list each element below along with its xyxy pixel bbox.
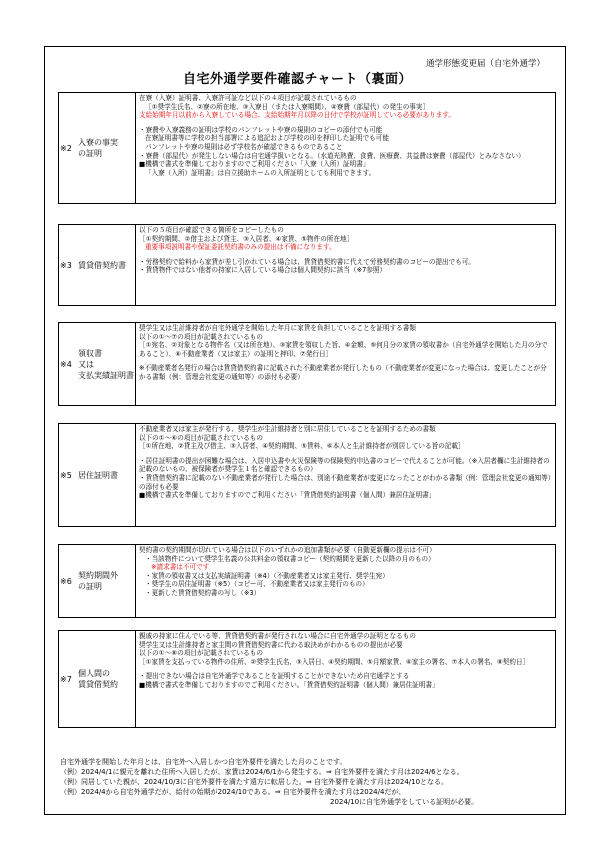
footer-line: （例）2024/4から自宅外通学だが、給付の始期が2024/10である。⇒ 自宅外要件を満たす月は2024/4だが、 [60,788,406,796]
footer-line: （例）2024/4/1に親元を離れた住所へ入居したが、家賃は2024/6/1から発生する。⇒ 自宅外要件を満たす月は2024/6となる。 [60,768,464,776]
section-label [59,225,136,305]
section-number: ※2 [60,143,72,153]
section-name: 居住証明書 [78,470,118,480]
section-body: 奨学生又は生計維持者が自宅外通学を開始した年月に家賃を負担していることを証明する書類 以下の①～⑦の項目が記載されているもの ［①宛名、②対象となる物件名（又は所在地）、③家賃を領収した旨、④金額、⑤何月分の家賃の領収書か（自宅外通学を開始した月の分であること）、⑥不動産業者（又は家主）の証明と押印、⑦発行日］ ※不動産業者名発行の場合は賃貸借契約書に記載された不動産業者が発行したもの（不動産業者が変更になった場合は、変更したことが分かる書類（例：管理会社変更の通知等）の添付も必要） [139,324,548,381]
section-dormitory [58,92,556,204]
section-label [59,424,136,526]
section-body: 在寮（入寮）証明書、入寮許可証など以下の４項目が記載されているもの ［①奨学生氏名、②寮の所在地、③入寮日（または入寮期間）、④寮費（部屋代）の発生の事実］ 支給始期年月以前から入寮している場合、支給始期年月以降の日付で学校が証明している必要があります。 ・寮費や入寮義務の証明は学校のパンフレットや寮の規則のコピーの添付でも可能 在寮証明書等に学校の担当部署による追記および学校の印を押印した証明でも可能 パンフレットや寮の規則は必ず学校名が確認できるものであること ・寮費（部屋代）が発生しない場合は自宅通学扱いとなる。（水道光熱費、食費、医療費、共益費は寮費（部屋代）とみなさない） ■機構で書式を準備しておりますのでご利用ください「入寮（入所）証明書」 「入寮（入所）証明書」は自立援助ホームの入所証明としても利用できます。 [139,94,525,177]
section-number: ※3 [60,260,72,270]
document-type: 通学形態変更届（自宅外通学） [425,59,545,69]
section-name: 賃貸借契約書 [78,260,126,270]
footer-line: （例）同居していた親が、2024/10/3に自宅外要件を満たす遠方に転居した。⇒ 自宅外要件を満たす月は2024/10となる。 [60,778,449,786]
section-number: ※5 [60,470,72,480]
section-number: ※4 [60,359,72,369]
section-name: 契約期間外 の証明 [78,571,118,591]
section-receipt [58,322,556,406]
section-body: 不動産業者又は家主が発行する、奨学生が生計維持者と別に居住していることを証明するための書類 以下の①～⑥の項目が記載されているもの ［①所在地、②貸主及び借主、③入居者、④契約期間、⑤賃料、⑥本人と生計維持者が別居している旨の記載］ ・居住証明書の提出が困難な場合は、入居申込書や火災保険等の保険契約申込書のコピーで代えることが可能。（※入居者欄に生計維持者の記載のないもの、被保険者が奨学生１名と確認できるもの） ・賃貸借契約書に記載のない不動産業者が発行した場合は、別途不動産業者が変更になったことがわかる書類（例：管理会社変更の通知等）の添付も必要 ■機構で書式を準備しておりますのでご利用ください「賃貸借契約証明書（個人間）兼居住証明書」 [139,425,552,500]
section-name: 入寮の事実 の証明 [78,138,118,158]
section-label [59,545,136,617]
section-label [59,323,136,405]
section-body: 親戚の持家に住んでいる等、賃貸借契約書が発行されない場合に自宅外通学の証明となるもの 奨学生又は生計維持者と家主間の賃貸借契約書に代わる取決めがわかるものの提出が必要 以下の①～⑧の項目が記載されているもの ［①家賃を支払っている物件の住所、②奨学生氏名、③入居日、④契約期間、⑤月額家賃、⑥家主の署名、⑦本人の署名、⑧契約日］ ・提出できない場合は自宅外通学であることを証明することができないため自宅通学とする ■機構で書式を準備しておりますのでご利用ください。「賃貸借契約証明書（個人間）兼居住証明書」 [139,632,530,689]
section-number: ※6 [60,576,72,586]
section-body: 契約書の契約期間が切れている場合は以下のいずれかの追加書類が必要（自動更新欄の提示は不可） ・当該物件について奨学生名義の公共料金の領収書コピー（契約期間を更新した以降の月のもの） ※請求書は不可です ・家賃の領収書又は支払実績証明書（※4）（不動産業者又は家主発行、奨学生宛） ・奨学生の居住証明書（※5）（コピー可、不動産業者又は家主発行のもの） ・更新した賃貸借契約書の写し（※3） [139,546,436,597]
section-private-lease [58,630,556,728]
section-label [59,631,136,727]
section-residence-certificate [58,423,556,527]
footer-line: 2024/10に自宅外通学をしている証明が必要。 [330,798,479,806]
section-number: ※7 [60,674,72,684]
footer-notes [60,757,560,807]
section-lease-contract [58,224,556,306]
section-out-of-period [58,544,556,618]
page-title: 自宅外通学要件確認チャート（裏面） [182,72,413,87]
section-name: 個人間の 賃貸借契約 [78,669,118,689]
footer-line: 自宅外通学を開始した年月とは、自宅外へ入居しかつ自宅外要件を満たした月のことです。 [60,758,347,766]
section-body: 以下の５項目が確認できる箇所をコピーしたもの ［①契約期間、②借主および貸主、③入居者、④家賃、⑤物件の所在地］ 重要事項説明書や保証委託契約書のみの提出は不備になります。 ・労務契約で給料から家賃が差し引かれている場合は、賃貸借契約書に代えて労務契約書のコピーの提出でも可。 ・賃貸物件ではない他者の持家に入居している場合は個人間契約に該当（※7参照） [139,226,476,275]
section-name: 領収書 又は 支払実績証明書 [78,348,134,380]
section-label [59,93,136,203]
